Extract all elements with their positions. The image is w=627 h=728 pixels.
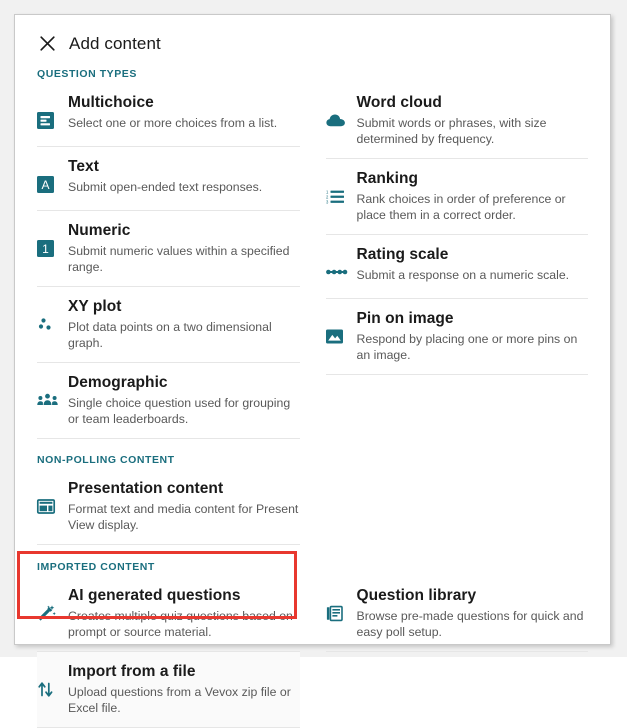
content-type-presentation-content[interactable] (37, 469, 300, 545)
multichoice-icon (37, 105, 63, 135)
section-heading-non-polling-content: NON-POLLING CONTENT (37, 454, 175, 466)
demographic-icon (37, 385, 63, 415)
content-type-text[interactable] (37, 147, 300, 211)
non-polling-right-column (313, 469, 589, 545)
content-type-description: Select one or more choices from a list. (68, 116, 278, 130)
content-type-title: AI generated questions (68, 587, 241, 604)
content-type-title: Question library (356, 587, 477, 604)
imported-content-left-column (37, 576, 313, 728)
content-type-description: Upload questions from a Vevox zip file or Excel file. (68, 685, 291, 715)
section-imported-content (15, 561, 610, 728)
content-type-title: Rating scale (356, 246, 449, 263)
content-type-ranking[interactable] (326, 159, 589, 235)
content-type-description: Respond by placing one or more pins on an image. (356, 332, 578, 362)
svg-text:1: 1 (325, 188, 328, 194)
non-polling-left-column (37, 469, 313, 545)
content-type-xy-plot[interactable] (37, 287, 300, 363)
content-type-title: Text (68, 158, 99, 175)
content-type-ai-generated-questions[interactable] (37, 576, 300, 652)
content-type-import-from-a-file[interactable] (37, 652, 300, 728)
content-type-word-cloud[interactable] (326, 83, 589, 159)
content-type-description: Browse pre-made questions for quick and easy poll setup. (356, 609, 584, 639)
add-content-dialog (14, 14, 611, 715)
section-heading-imported-content: IMPORTED CONTENT (37, 561, 155, 573)
question-types-left-column (37, 83, 313, 439)
content-type-title: Numeric (68, 222, 131, 239)
close-icon[interactable] (37, 34, 57, 54)
imported-content-right-column (313, 576, 589, 728)
svg-text:3: 3 (325, 198, 328, 204)
text-icon (37, 169, 63, 199)
section-heading-question-types: QUESTION TYPES (37, 68, 137, 80)
content-type-demographic[interactable] (37, 363, 300, 439)
svg-text:1: 1 (42, 241, 49, 256)
word-cloud-icon (326, 105, 352, 135)
svg-text:A: A (41, 177, 50, 192)
content-type-numeric[interactable] (37, 211, 300, 287)
content-type-title: Presentation content (68, 480, 224, 497)
question-types-right-column (313, 83, 589, 439)
content-type-title: Pin on image (356, 310, 454, 327)
rating-scale-icon (326, 257, 352, 287)
content-type-description: Creates multiple quiz questions based on prompt or source material. (68, 609, 293, 639)
content-type-title: Import from a file (68, 663, 196, 680)
ai-generated-questions-icon (37, 598, 63, 628)
content-type-multichoice[interactable] (37, 83, 300, 147)
content-type-pin-on-image[interactable] (326, 299, 589, 375)
content-type-description: Submit a response on a numeric scale. (356, 268, 570, 282)
content-type-description: Submit open-ended text responses. (68, 180, 263, 194)
presentation-content-icon (37, 491, 63, 521)
content-type-title: XY plot (68, 298, 122, 315)
content-type-title: Word cloud (356, 94, 442, 111)
import-from-a-file-icon (37, 674, 63, 704)
section-question-types (15, 68, 610, 439)
question-library-icon (326, 598, 352, 628)
content-type-description: Plot data points on a two dimensional graph. (68, 320, 272, 350)
content-type-question-library[interactable] (326, 576, 589, 652)
section-non-polling-content (15, 454, 610, 545)
question-types-grid (15, 83, 610, 439)
non-polling-content-grid (15, 469, 610, 545)
imported-content-grid (15, 576, 610, 728)
content-type-rating-scale[interactable] (326, 235, 589, 299)
content-type-description: Rank choices in order of preference or place them in a correct order. (356, 192, 566, 222)
content-type-description: Single choice question used for grouping or team leaderboards. (68, 396, 291, 426)
dialog-header (15, 15, 610, 55)
svg-text:2: 2 (325, 193, 328, 199)
numeric-icon (37, 233, 63, 263)
content-type-title: Multichoice (68, 94, 154, 111)
dialog-title: Add content (69, 33, 161, 53)
content-type-description: Submit words or phrases, with size determined by frequency. (356, 116, 547, 146)
grid-spacer (326, 375, 589, 433)
pin-on-image-icon (326, 321, 352, 351)
xy-plot-icon (37, 309, 63, 339)
content-type-description: Format text and media content for Present View display. (68, 502, 299, 532)
content-type-title: Ranking (356, 170, 418, 187)
ranking-icon (326, 181, 352, 211)
content-type-description: Submit numeric values within a specified range. (68, 244, 290, 274)
content-type-title: Demographic (68, 374, 168, 391)
